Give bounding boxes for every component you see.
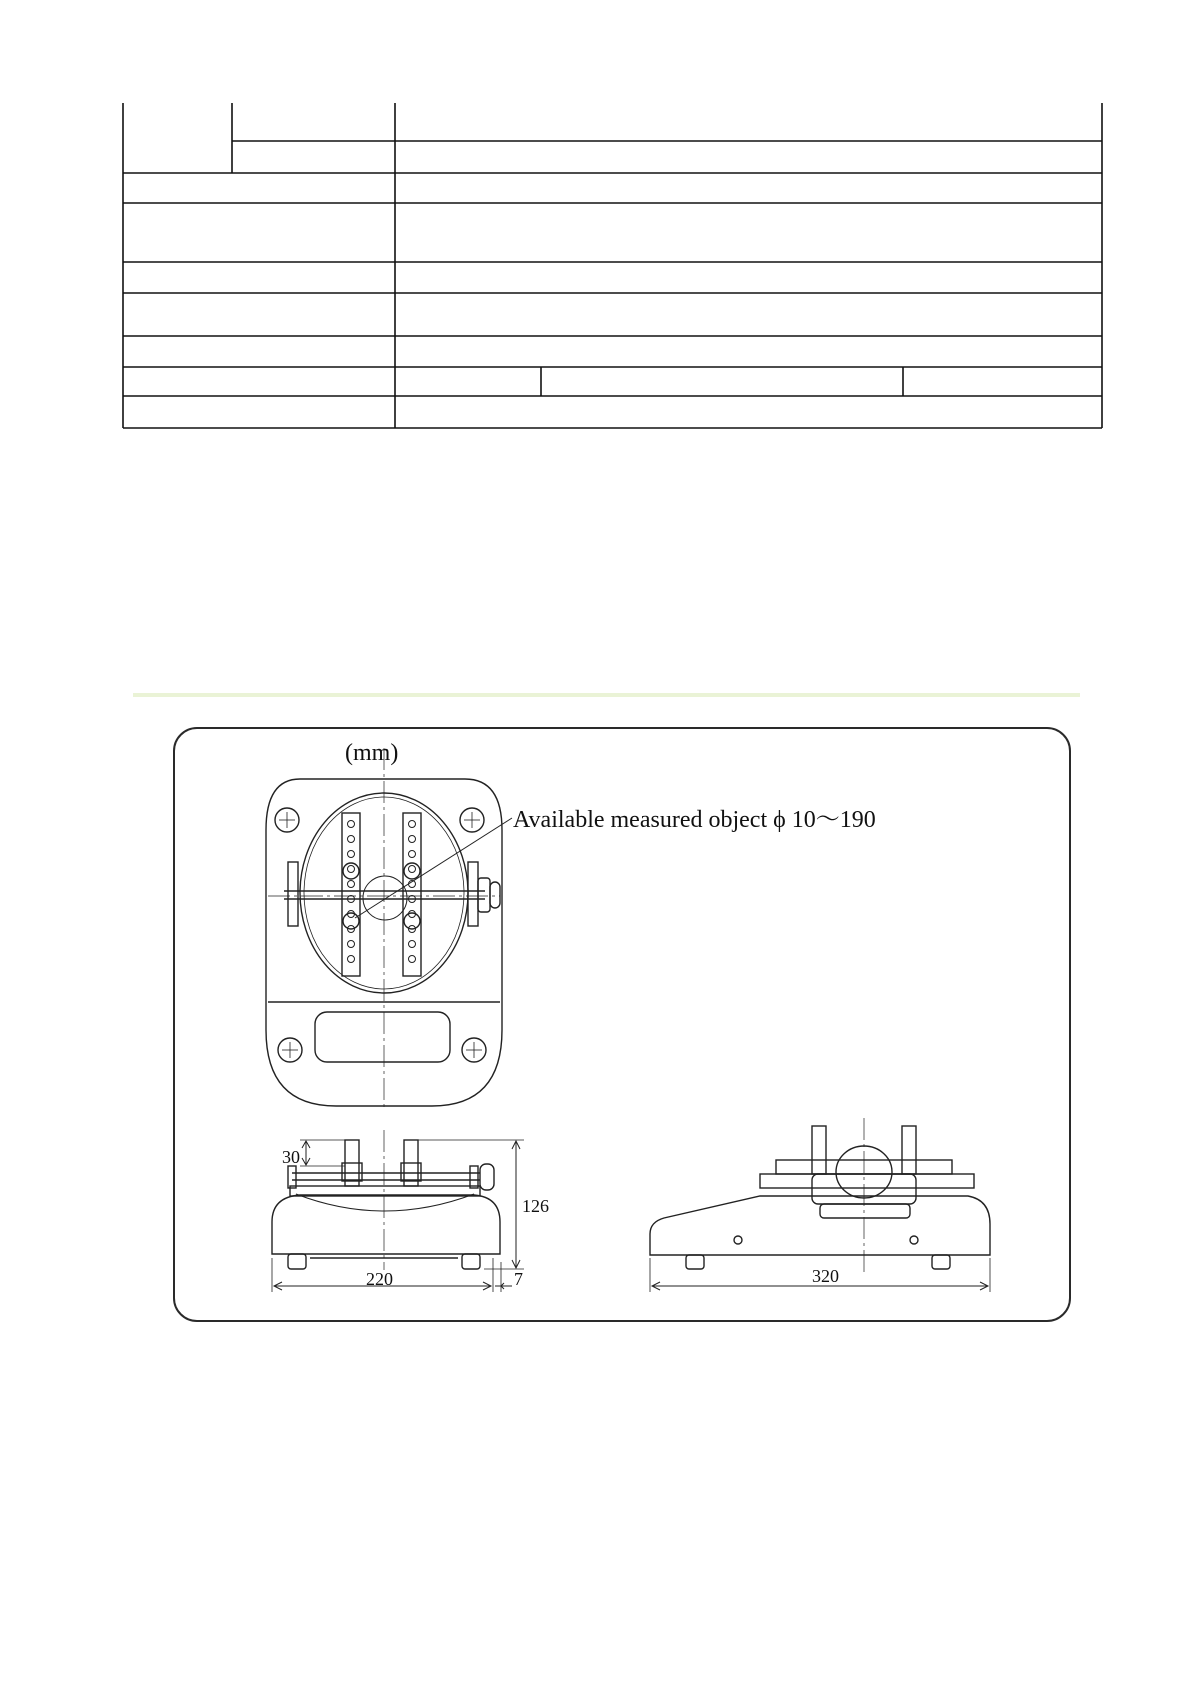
dimension-foot-offset: 7	[514, 1269, 523, 1289]
dimension-total-height: 126	[522, 1196, 549, 1216]
callout-range: ϕ 10〜190	[773, 807, 876, 833]
spec-table	[0, 0, 1190, 440]
measured-object-callout	[513, 808, 876, 832]
dimension-side-length: 320	[812, 1266, 839, 1286]
dimension-clamp-height: 30	[282, 1147, 300, 1167]
unit-label: (mm)	[345, 740, 399, 766]
callout-label: Available measured object	[513, 807, 768, 833]
spec-table-grid	[0, 0, 1190, 440]
dimension-front-width: 220	[366, 1269, 393, 1289]
section-divider	[133, 693, 1080, 697]
